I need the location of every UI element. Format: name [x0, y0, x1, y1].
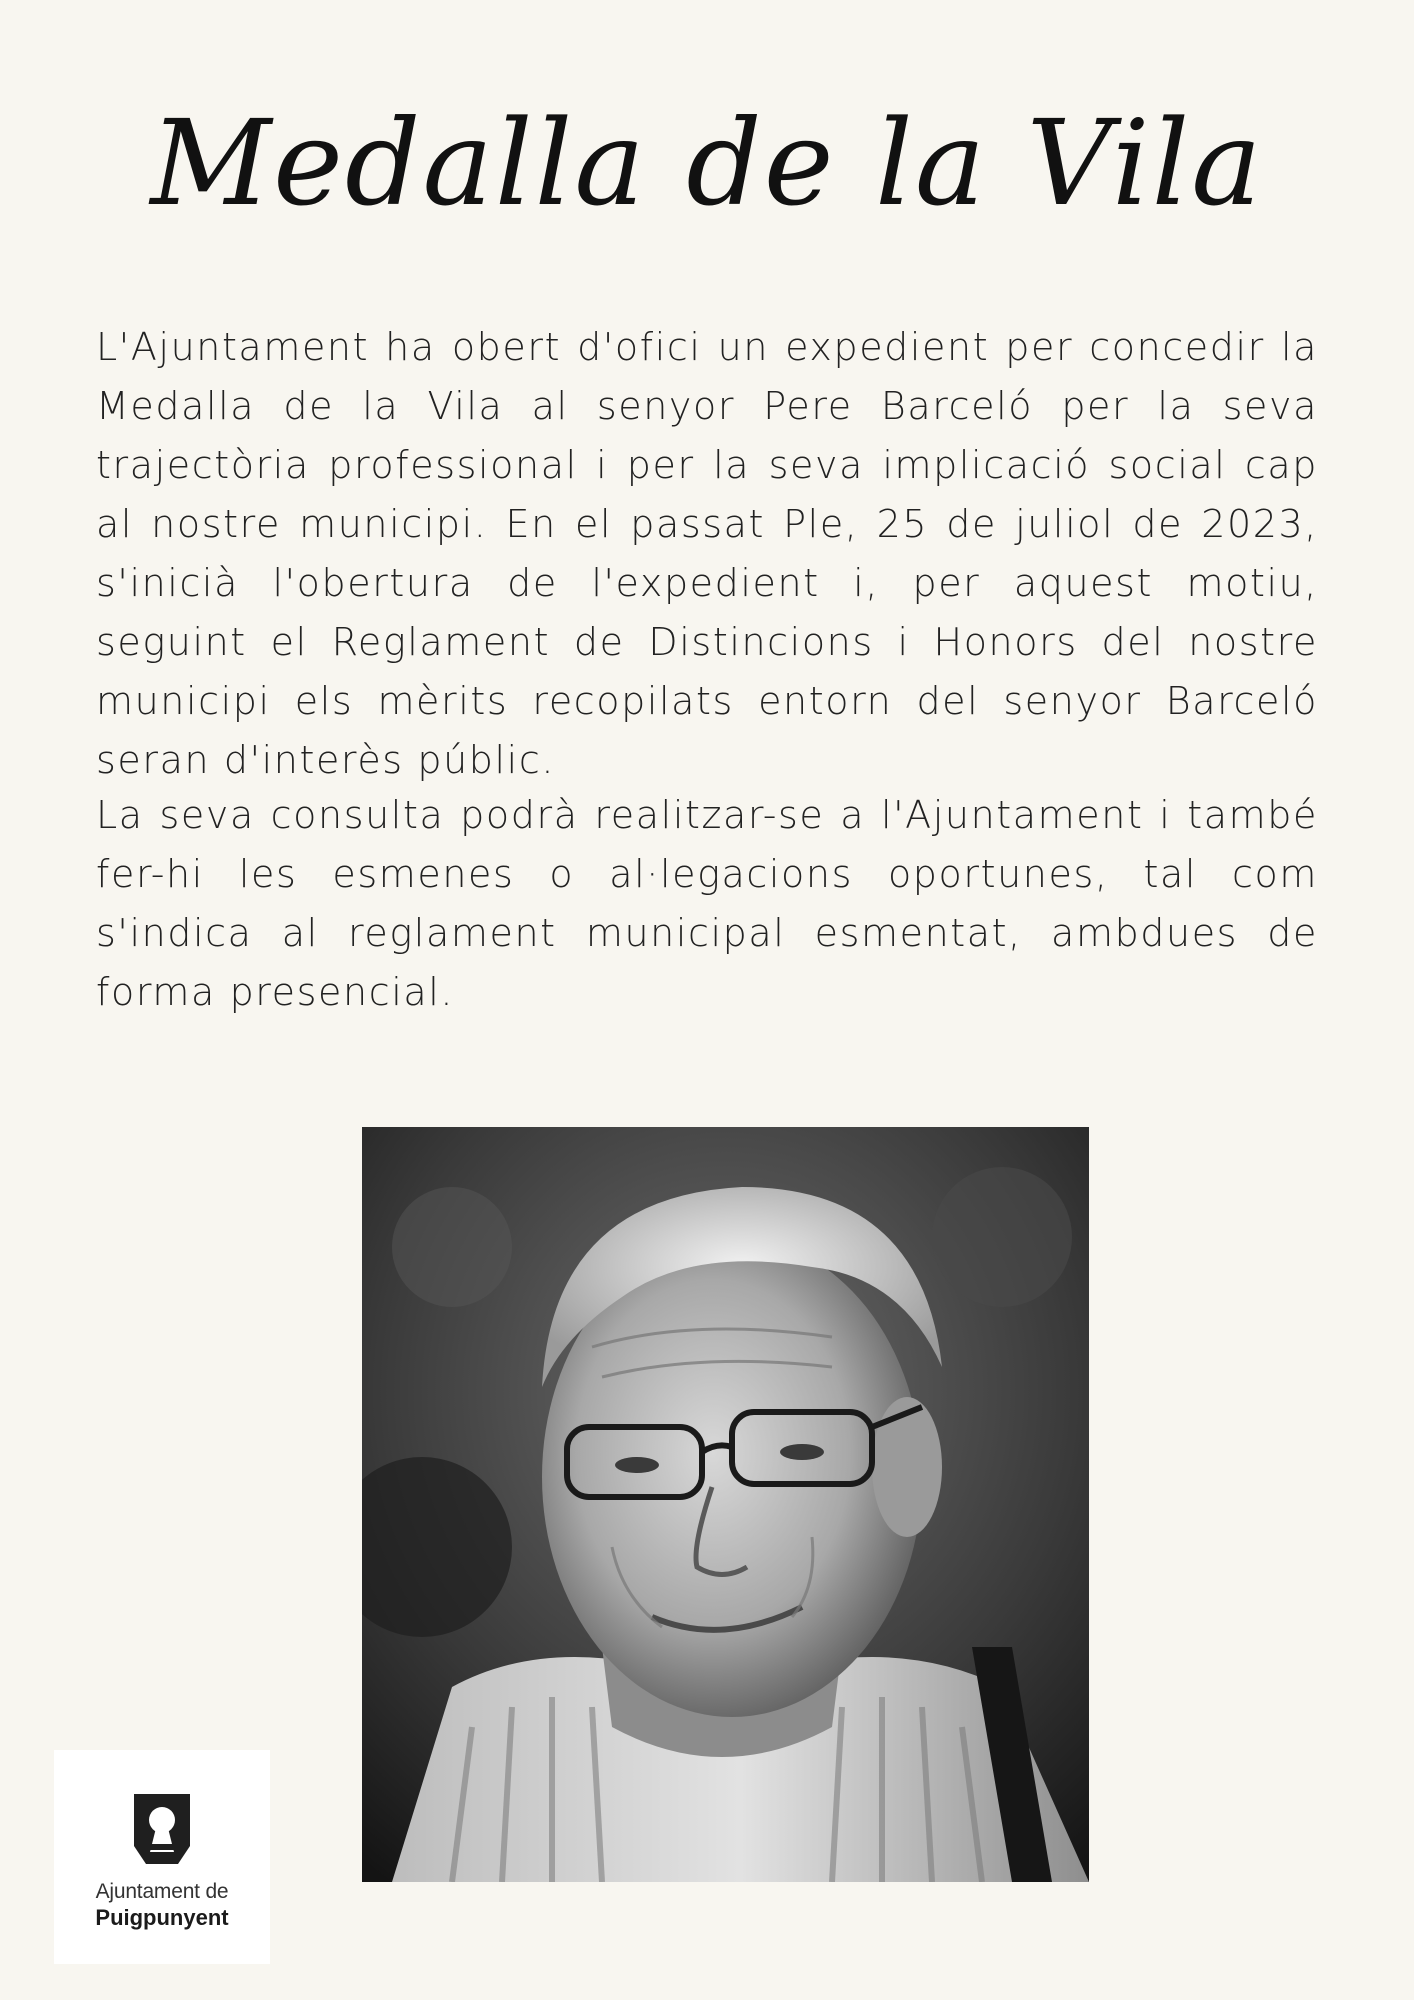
municipality-logo — [54, 1750, 270, 1964]
logo-text-line1: Ajuntament de — [95, 1880, 229, 1903]
portrait-photo — [362, 1127, 1089, 1882]
keyhole-shield-icon — [134, 1794, 190, 1864]
paragraph-2: La seva consulta podrà realitzar-se a l'Ajuntament i també fer-hi les esmenes o al·legacions oportunes, tal com s'indica al reglament municipal esmentat, ambdues de forma presencial. — [96, 793, 1318, 1014]
announcement-text — [96, 318, 1318, 1022]
paragraph-1: L'Ajuntament ha obert d'ofici un expedient per concedir la Medalla de la Vila al senyor Pere Barceló per la seva trajectòria professional i per la seva implicació social cap al nostre municipi. En el passat Ple, 25 de juliol de 2023, s'inicià l'obertura de l'expedient i, per aquest motiu, seguint el Reglament de Distincions i Honors del nostre municipi els mèrits recopilats entorn del senyor Barceló seran d'interès públic. — [96, 325, 1318, 782]
logo-text-line2: Puigpunyent — [95, 1905, 229, 1930]
page-title: Medalla de la Vila — [150, 94, 1264, 232]
